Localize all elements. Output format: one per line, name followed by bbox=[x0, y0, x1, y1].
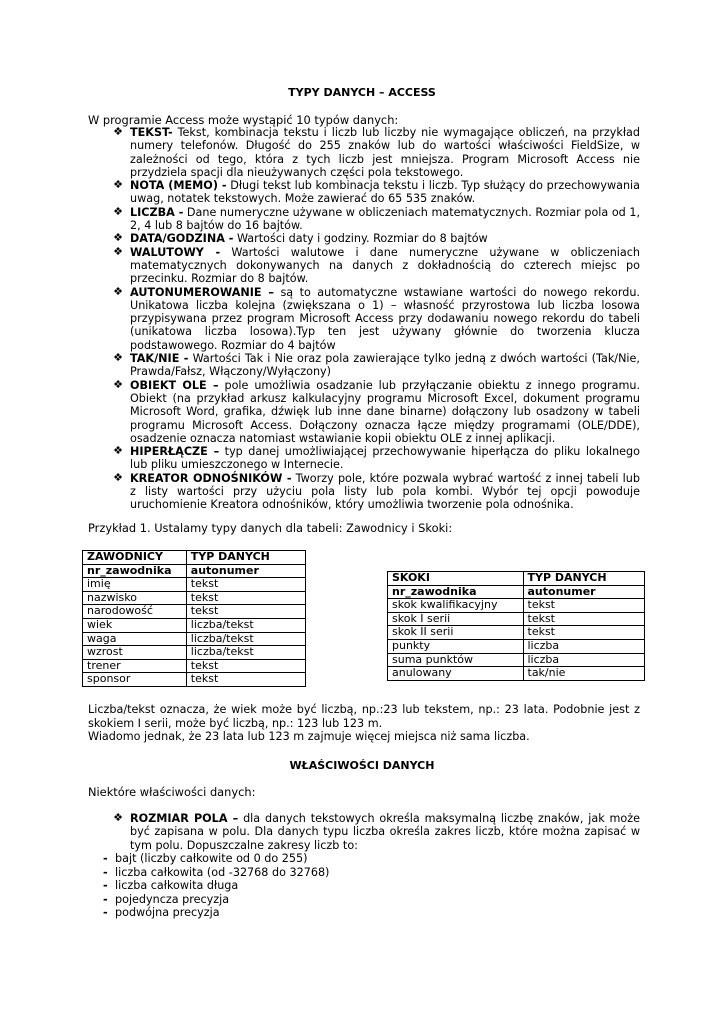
item-desc: pole umożliwia osadzanie lub przyłączanie obiektu z innego programu. Obiekt (na przykład arkusz kalkulacyjny programu Microsoft Excel, dokument programu Microsoft Word, grafika, dźwięk lub inne dane binarne) dołączony lub osadzony w tabeli programu Microsoft Access. Dołączony oznacza łącze między programami (OLE/DDE), osadzenie oznacza natomiast wstawianie kopii obiektu OLE z innej aplikacji. bbox=[130, 378, 641, 445]
table-row bbox=[388, 653, 645, 667]
table-row bbox=[83, 673, 306, 687]
table-cell: skok II serii bbox=[388, 626, 524, 640]
item-text: podwójna precyzja bbox=[115, 906, 220, 919]
diamond-bullet-icon: ❖ bbox=[113, 351, 123, 365]
table-cell: autonumer bbox=[186, 564, 305, 578]
table-cell: nr_zawodnika bbox=[83, 564, 187, 578]
item-term: DATA/GODZINA - bbox=[130, 232, 234, 246]
table-row bbox=[83, 578, 306, 592]
dash-bullet: - bbox=[103, 879, 108, 892]
diamond-bullet-icon: ❖ bbox=[113, 231, 123, 245]
column-header: TYP DANYCH bbox=[523, 572, 645, 586]
list-item bbox=[110, 352, 640, 379]
table-cell: narodowość bbox=[83, 605, 187, 619]
diamond-bullet-icon: ❖ bbox=[113, 377, 123, 391]
table-cell: tekst bbox=[186, 605, 305, 619]
table-skoki bbox=[387, 571, 645, 681]
page-title: TYPY DANYCH – ACCESS bbox=[288, 86, 436, 99]
table-cell: waga bbox=[83, 632, 187, 646]
table-row bbox=[83, 591, 306, 605]
diamond-bullet-icon: ❖ bbox=[113, 811, 123, 824]
table-cell: tekst bbox=[186, 659, 305, 673]
table-cell: wzrost bbox=[83, 646, 187, 660]
note-line: Wiadomo jednak, że 23 lata lub 123 m zajmuje więcej miejsca niż sama liczba. bbox=[88, 730, 530, 744]
diamond-bullet-icon: ❖ bbox=[113, 470, 123, 484]
list-item bbox=[110, 206, 640, 233]
item-desc: Wartości Tak i Nie oraz pola zawierające tylko jedną z dwóch wartości (Tak/Nie, Prawda/Fałsz, Włączony/Wyłączony) bbox=[130, 352, 640, 379]
diamond-bullet-icon: ❖ bbox=[113, 204, 123, 218]
table-cell: tekst bbox=[186, 578, 305, 592]
list-item bbox=[103, 906, 623, 920]
table-row bbox=[83, 646, 306, 660]
list-item bbox=[110, 246, 640, 286]
table-cell: liczba/tekst bbox=[186, 632, 305, 646]
list-item bbox=[103, 879, 623, 893]
intro-text: W programie Access może wystąpić 10 typów danych: bbox=[88, 113, 399, 127]
table-cell: imię bbox=[83, 578, 187, 592]
section-title: WŁAŚCIWOŚCI DANYCH bbox=[289, 759, 435, 772]
item-term: WALUTOWY - bbox=[130, 245, 221, 259]
item-text: bajt (liczby całkowite od 0 do 255) bbox=[115, 852, 308, 865]
list-item bbox=[110, 379, 640, 445]
table-cell: tekst bbox=[523, 599, 645, 613]
list-item bbox=[110, 179, 640, 206]
table-cell: nazwisko bbox=[83, 591, 187, 605]
diamond-bullet-icon: ❖ bbox=[113, 244, 123, 258]
item-text: liczba całkowita (od -32768 do 32768) bbox=[115, 865, 330, 879]
table-cell: liczba bbox=[523, 653, 645, 667]
list-item bbox=[103, 852, 623, 866]
list-item bbox=[110, 232, 640, 245]
column-header: SKOKI bbox=[388, 572, 524, 586]
table-cell: punkty bbox=[388, 639, 524, 653]
table-cell: tekst bbox=[523, 626, 645, 640]
item-term: TAK/NIE - bbox=[130, 352, 189, 366]
list-item bbox=[110, 286, 640, 352]
table-row bbox=[388, 639, 645, 653]
table-row bbox=[83, 605, 306, 619]
item-term: OBIEKT OLE – bbox=[130, 378, 219, 392]
note-line: Liczba/tekst oznacza, że wiek może być liczbą, np.:23 lub tekstem, np.: 23 lata. Podobnie jest z skokiem I serii, może być liczbą, np.: 123 lub 123 m. bbox=[88, 703, 640, 730]
table-row bbox=[388, 626, 645, 640]
table-cell: tekst bbox=[186, 591, 305, 605]
item-desc: Długi tekst lub kombinacja tekstu i liczb. Typ służący do przechowywania uwag, notatek tekstowych. Może zawierać do 65 535 znaków. bbox=[130, 179, 641, 206]
column-header: ZAWODNICY bbox=[83, 551, 187, 565]
table-cell: sponsor bbox=[83, 673, 187, 687]
item-text: pojedyncza precyzja bbox=[115, 892, 230, 906]
table-cell: autonumer bbox=[523, 585, 645, 599]
list-item bbox=[110, 445, 640, 472]
table-cell: skok I serii bbox=[388, 612, 524, 626]
dash-bullet: - bbox=[103, 906, 108, 919]
table-row bbox=[388, 599, 645, 613]
list-item bbox=[103, 893, 623, 907]
list-item bbox=[110, 126, 640, 179]
dash-bullet: - bbox=[103, 892, 108, 906]
diamond-bullet-icon: ❖ bbox=[113, 178, 123, 192]
table-row bbox=[83, 659, 306, 673]
table-cell: trener bbox=[83, 659, 187, 673]
table-header-row bbox=[388, 572, 645, 586]
item-desc: Tekst, kombinacja tekstu i liczb lub liczby nie wymagające obliczeń, na przykład numery telefonów. Długość do 255 znaków lub do wartości właściwości FieldSize, w zależności od tego, która z tych liczb jest mniejsza. Program Microsoft Access nie przydziela spacji dla nieużywanych części pola tekstowego. bbox=[130, 126, 640, 179]
table-zawodnicy bbox=[82, 550, 306, 687]
table-cell: tekst bbox=[523, 612, 645, 626]
table-header-row bbox=[83, 551, 306, 565]
data-types-list bbox=[110, 126, 640, 512]
table-row bbox=[83, 632, 306, 646]
item-term: TEKST- bbox=[130, 126, 173, 139]
table-cell: liczba bbox=[523, 639, 645, 653]
table-cell: nr_zawodnika bbox=[388, 585, 524, 599]
item-term: AUTONUMEROWANIE – bbox=[130, 285, 274, 299]
list-item bbox=[103, 866, 623, 880]
diamond-bullet-icon: ❖ bbox=[113, 125, 123, 138]
table-row bbox=[388, 667, 645, 681]
item-desc: są to automatyczne wstawiane wartości do nowego rekordu. Unikatowa liczba kolejna (zwiększana o 1) – własność przyrostowa lub liczba losowa przypisywana przez program Microsoft Access przy dodawaniu nowego rekordu do tabeli (unikatowa liczba losowa).Typ ten jest używany głównie do tworzenia klucza podstawowego. Rozmiar do 4 bajtów bbox=[130, 285, 640, 352]
item-desc: Dane numeryczne używane w obliczeniach matematycznych. Rozmiar pola od 1, 2, 4 lub 8 bajtów do 16 bajtów. bbox=[130, 205, 641, 233]
item-term: ROZMIAR POLA – bbox=[130, 812, 239, 825]
dash-bullet: - bbox=[103, 852, 108, 865]
table-cell: liczba/tekst bbox=[186, 618, 305, 632]
item-term: LICZBA - bbox=[130, 205, 184, 219]
table-row bbox=[388, 612, 645, 626]
diamond-bullet-icon: ❖ bbox=[113, 444, 123, 458]
table-cell: liczba/tekst bbox=[186, 646, 305, 660]
table-key-row bbox=[388, 585, 645, 599]
table-cell: wiek bbox=[83, 618, 187, 632]
diamond-bullet-icon: ❖ bbox=[113, 284, 123, 298]
example-intro: Przykład 1. Ustalamy typy danych dla tabeli: Zawodnicy i Skoki: bbox=[88, 521, 453, 535]
item-text: liczba całkowita długa bbox=[115, 879, 239, 892]
item-term: HIPERŁĄCZE – bbox=[130, 445, 220, 459]
table-key-row bbox=[83, 564, 306, 578]
table-cell: anulowany bbox=[388, 667, 524, 681]
list-item bbox=[110, 812, 640, 852]
item-desc: Wartości daty i godziny. Rozmiar do 8 bajtów bbox=[233, 232, 488, 246]
item-desc: Tworzy pole, które pozwala wybrać wartość z innej tabeli lub z listy wartości przy użyciu pola listy lub pola kombi. Wybór tej opcji powoduje uruchomienie Kreatora odnośników, który umożliwia tworzenie pola odnośnika. bbox=[130, 471, 640, 512]
item-desc: dla danych tekstowych określa maksymalną liczbę znaków, jak może być zapisana w polu. Dla danych typu liczba określa zakres liczb, które można zapisać w tym polu. Dopuszczalne zakresy liczb to: bbox=[130, 812, 640, 852]
ranges-list bbox=[103, 852, 623, 920]
table-cell: suma punktów bbox=[388, 653, 524, 667]
dash-bullet: - bbox=[103, 865, 108, 879]
column-header: TYP DANYCH bbox=[186, 551, 305, 565]
item-desc: typ danej umożliwiającej przechowywanie hiperłącza do pliku lokalnego lub pliku umieszczonego w Internecie. bbox=[130, 445, 640, 472]
item-term: KREATOR ODNOŚNIKÓW - bbox=[130, 471, 292, 485]
section-intro: Niektóre właściwości danych: bbox=[88, 785, 256, 799]
table-cell: tak/nie bbox=[523, 667, 645, 681]
list-item bbox=[110, 472, 640, 512]
item-term: NOTA (MEMO) - bbox=[130, 179, 227, 193]
table-cell: tekst bbox=[186, 673, 305, 687]
properties-list bbox=[110, 812, 640, 852]
table-cell: skok kwalifikacyjny bbox=[388, 599, 524, 613]
item-desc: Wartości walutowe i dane numeryczne używane w obliczeniach matematycznych dokonywanych na danych z dokładnością do czterech miejsc po przecinku. Rozmiar do 8 bajtów. bbox=[130, 245, 640, 286]
note-text bbox=[88, 703, 640, 744]
table-row bbox=[83, 618, 306, 632]
